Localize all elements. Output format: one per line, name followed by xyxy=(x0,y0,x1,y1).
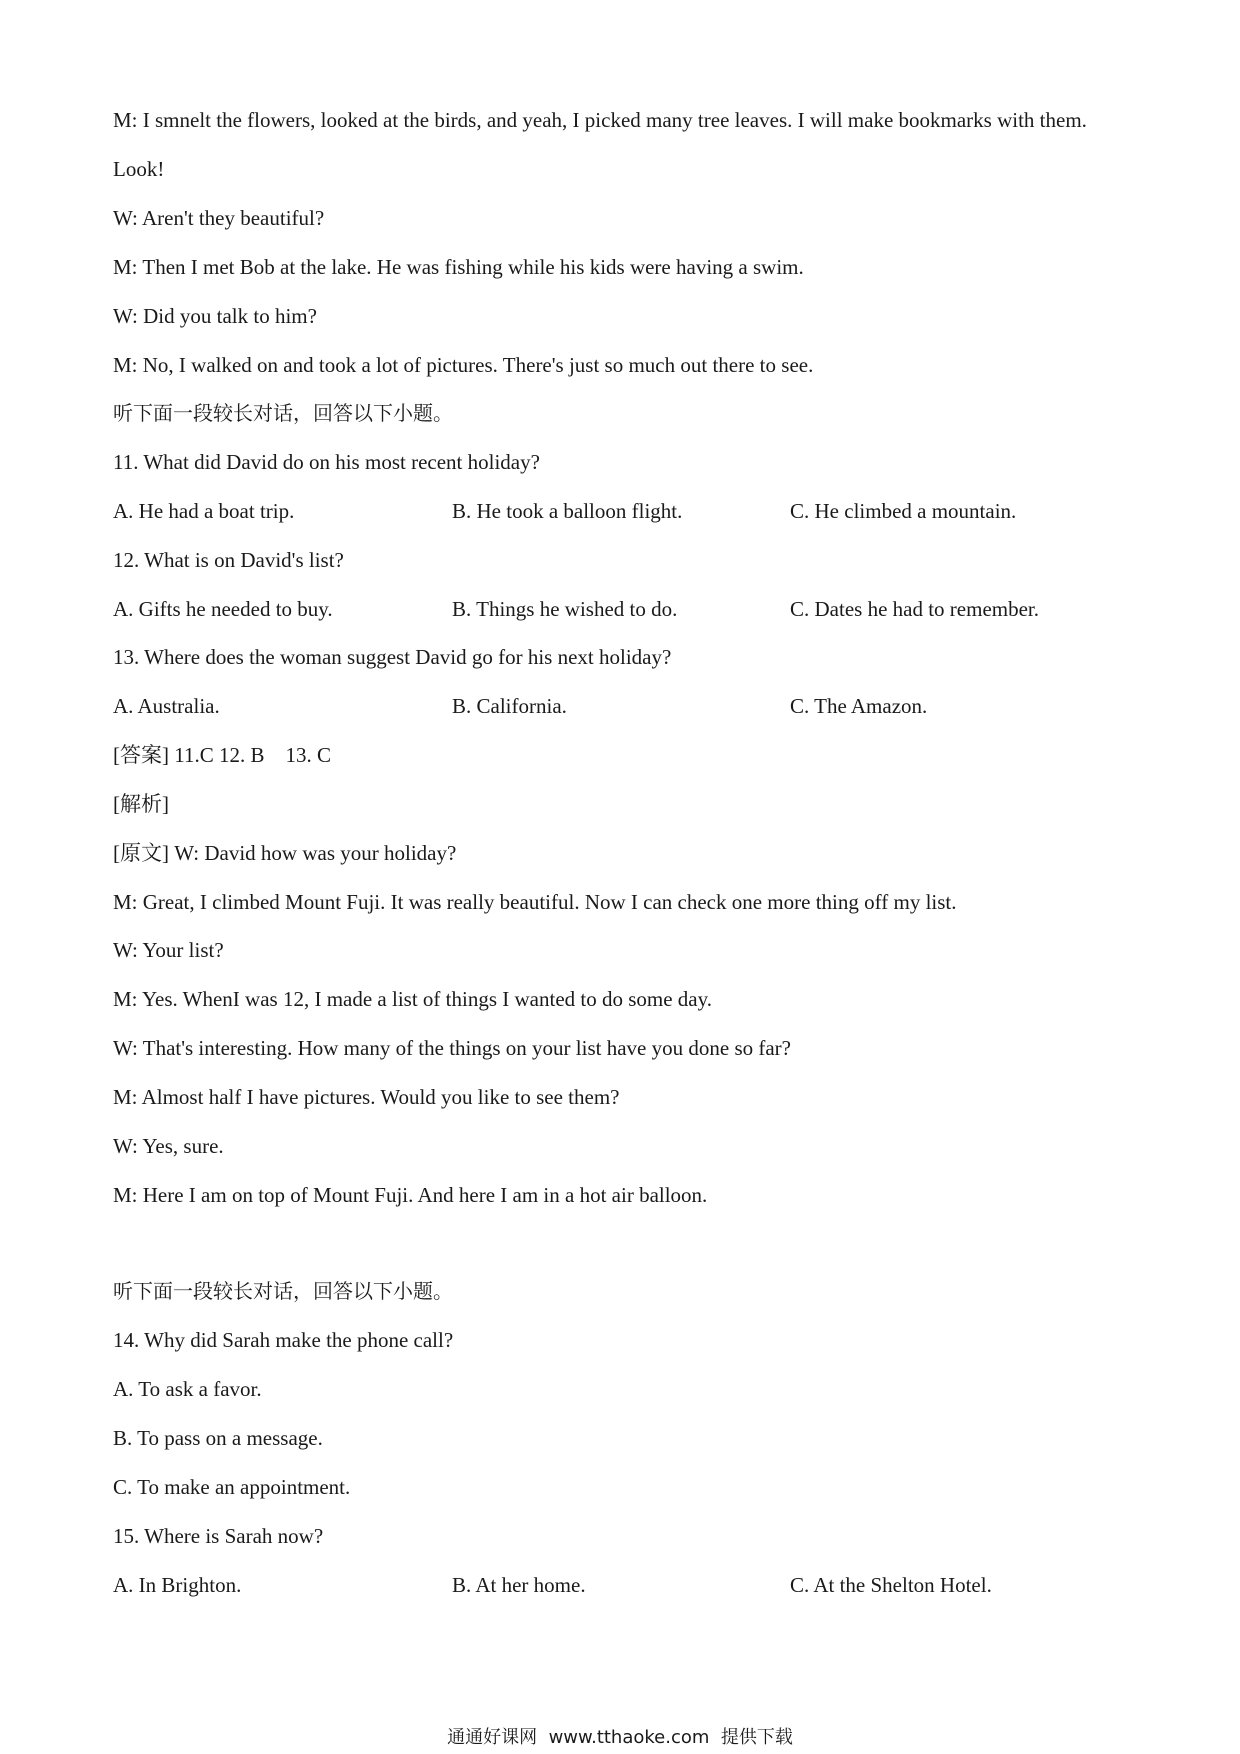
question-15-option-b: B. At her home. xyxy=(452,1573,586,1597)
transcript-line: [原文] W: David how was your holiday? xyxy=(113,841,457,865)
dialogue-line: W: Aren't they beautiful? xyxy=(113,206,325,230)
dialogue-line: M: I smnelt the flowers, looked at the birds, and yeah, I picked many tree leaves. I will make bookmarks with them. xyxy=(113,108,1087,132)
dialogue-line: M: Then I met Bob at the lake. He was fishing while his kids were having a swim. xyxy=(113,255,804,279)
section-instruction: 听下面一段较长对话，回答以下小题。 xyxy=(113,1279,453,1303)
transcript-line: M: Yes. WhenI was 12, I made a list of things I wanted to do some day. xyxy=(113,987,713,1011)
question-14-option-b: B. To pass on a message. xyxy=(113,1426,323,1450)
question-14-option-c: C. To make an appointment. xyxy=(113,1475,351,1499)
question-14: 14. Why did Sarah make the phone call? xyxy=(113,1328,454,1352)
section-instruction: 听下面一段较长对话，回答以下小题。 xyxy=(113,401,453,425)
question-12-option-a: A. Gifts he needed to buy. xyxy=(113,597,333,621)
transcript-line: W: Your list? xyxy=(113,938,224,962)
question-13: 13. Where does the woman suggest David go for his next holiday? xyxy=(113,645,672,669)
question-14-option-a: A. To ask a favor. xyxy=(113,1377,262,1401)
analysis-label: [解析] xyxy=(113,792,169,816)
transcript-line: M: Here I am on top of Mount Fuji. And here I am in a hot air balloon. xyxy=(113,1183,708,1207)
question-15-option-c: C. At the Shelton Hotel. xyxy=(790,1573,992,1597)
transcript-line: W: That's interesting. How many of the things on your list have you done so far? xyxy=(113,1036,791,1060)
question-11-option-b: B. He took a balloon flight. xyxy=(452,499,683,523)
question-13-option-a: A. Australia. xyxy=(113,694,220,718)
transcript-line: M: Great, I climbed Mount Fuji. It was really beautiful. Now I can check one more thing off my list. xyxy=(113,890,957,914)
question-15-option-a: A. In Brighton. xyxy=(113,1573,242,1597)
dialogue-line: W: Did you talk to him? xyxy=(113,304,317,328)
question-13-option-c: C. The Amazon. xyxy=(790,694,928,718)
footer-watermark: 通通好课网 www.tthaoke.com 提供下载 xyxy=(447,1727,793,1748)
question-12-option-c: C. Dates he had to remember. xyxy=(790,597,1040,621)
question-13-option-b: B. California. xyxy=(452,694,567,718)
dialogue-line: Look! xyxy=(113,157,165,181)
transcript-line: W: Yes, sure. xyxy=(113,1134,224,1158)
transcript-line: M: Almost half I have pictures. Would you like to see them? xyxy=(113,1085,620,1109)
dialogue-line: M: No, I walked on and took a lot of pictures. There's just so much out there to see. xyxy=(113,353,814,377)
question-12-option-b: B. Things he wished to do. xyxy=(452,597,678,621)
answer-key: [答案] 11.C 12. B 13. C xyxy=(113,743,331,767)
question-12: 12. What is on David's list? xyxy=(113,548,344,572)
question-11-option-c: C. He climbed a mountain. xyxy=(790,499,1017,523)
question-11-option-a: A. He had a boat trip. xyxy=(113,499,295,523)
question-11: 11. What did David do on his most recent holiday? xyxy=(113,450,540,474)
question-15: 15. Where is Sarah now? xyxy=(113,1524,324,1548)
